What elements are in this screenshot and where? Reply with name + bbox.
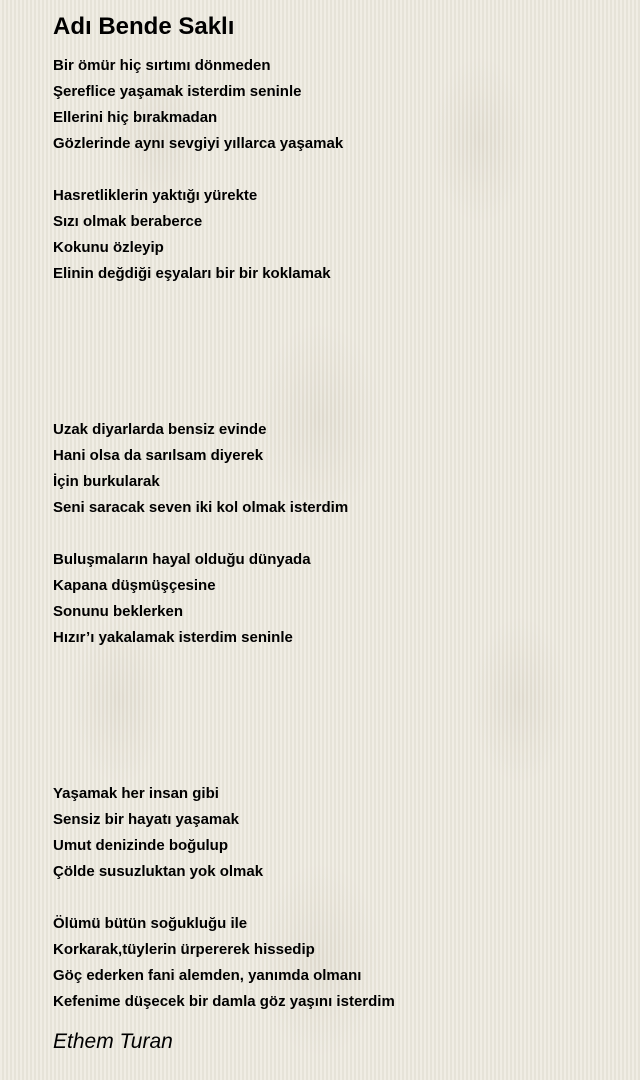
poem-line: Elinin değdiği eşyaları bir bir koklamak [53,265,331,282]
poem-line: Hızır’ı yakalamak isterdim seninle [53,629,293,646]
poem-line: Göç ederken fani alemden, yanımda olmanı [53,967,362,984]
poem-line: Hani olsa da sarılsam diyerek [53,447,264,464]
stanza [53,183,613,287]
poem-line: Ellerini hiç bırakmadan [53,109,218,126]
poem-line: Çölde susuzluktan yok olmak [53,863,264,880]
poem-line: Yaşamak her insan gibi [53,785,219,802]
poem-line: Kokunu özleyip [53,239,164,256]
stanza [53,417,613,521]
poem-line: Hasretliklerin yaktığı yürekte [53,187,258,204]
poem-line: Ölümü bütün soğukluğu ile [53,915,248,932]
poem-line: Kapana düşmüşçesine [53,577,216,594]
poem-author: Ethem Turan [53,1030,173,1053]
poem-line: Seni saracak seven iki kol olmak isterdim [53,499,349,516]
poem-line: Sızı olmak beraberce [53,213,203,230]
poem-line: Umut denizinde boğulup [53,837,228,854]
stanza [53,53,613,157]
poem-line: Şereflice yaşamak isterdim seninle [53,83,302,100]
poem-line: Kefenime düşecek bir damla göz yaşını isterdim [53,993,395,1010]
poem-title: Adı Bende Saklı [53,13,235,40]
poem-line: Sensiz bir hayatı yaşamak [53,811,239,828]
poem-line: Bir ömür hiç sırtımı dönmeden [53,57,271,74]
stanza [53,911,613,1015]
poem-line: Uzak diyarlarda bensiz evinde [53,421,267,438]
poem-line: Sonunu beklerken [53,603,184,620]
poem-line: Buluşmaların hayal olduğu dünyada [53,551,311,568]
poem-line: İçin burkularak [53,473,160,490]
stanza [53,547,613,651]
stanza [53,781,613,885]
poem-line: Gözlerinde aynı sevgiyi yıllarca yaşamak [53,135,344,152]
poem-container [53,0,613,1056]
poem-line: Korkarak,tüylerin ürpererek hissedip [53,941,315,958]
